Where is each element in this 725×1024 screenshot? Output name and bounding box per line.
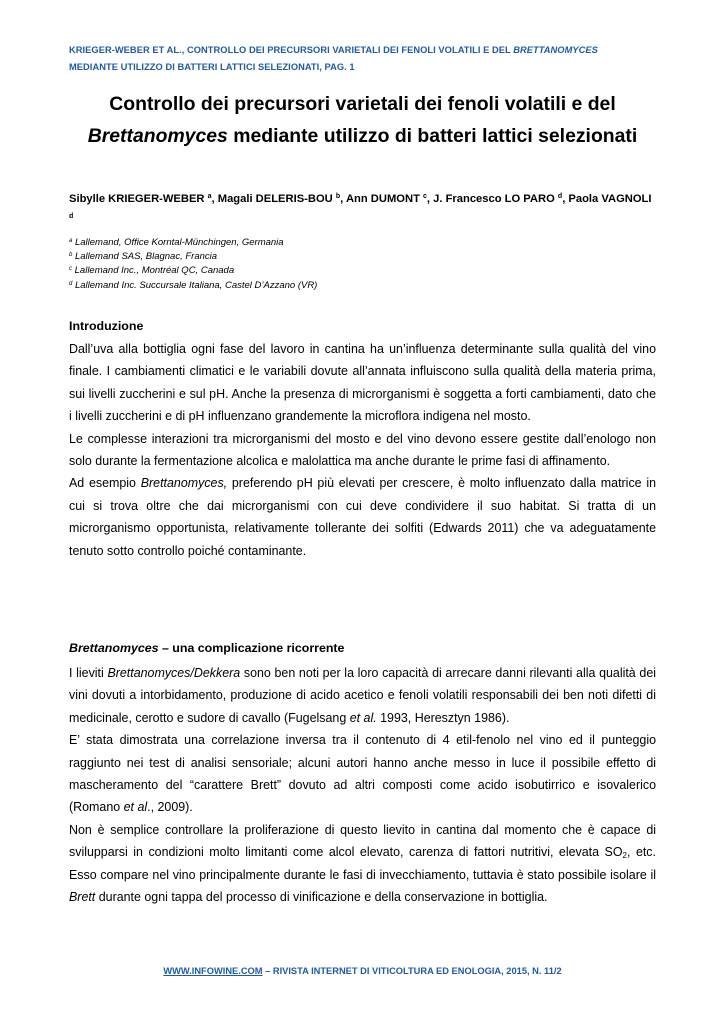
paragraph: Le complesse interazioni tra microrganismi del mosto e del vino devono essere gestite dall’enologo non solo durante la fermentazione alcolica e malolattica ma anche durante le prime fasi di affinamento. <box>69 431 656 469</box>
title-line-2 <box>40 120 685 152</box>
paragraph: Dall’uva alla bottiglia ogni fase del lavoro in cantina ha un’influenza determinante sulla qualità del vino finale. I cambiamenti climatici e le variabili dovute all’annata influiscono sulla qualità della materia prima, sui livelli zuccherini e sul pH. Anche la presenza di microrganismi è soggetta a forti cambiamenti, dato che i livelli zuccherini e di pH influenzano grandemente la microflora indigena nel mosto. <box>69 342 656 424</box>
title-italic-term: Brettanomyces <box>87 125 228 147</box>
section-heading-brettanomyces: Brettanomyces – una complicazione ricorrente <box>69 641 345 655</box>
affiliation: $^a$ Lallemand, Office Korntal-Münchingen, Germania <box>69 237 284 248</box>
affiliation-list <box>69 236 656 293</box>
paragraph: Non è semplice controllare la proliferazione di questo lievito in cantina dal momento che è capace di svilupparsi in condizioni molto limitanti come alcol elevato, carenza di fattori nutritivi, elevata $SO_2$, etc. Esso compare nel vino principalmente durante le fasi di invecchiamento, tuttavia è stato possibile isolare il Brett durante ogni tappa del processo di vinificazione e della conservazione in bottiglia. <box>69 822 656 905</box>
affiliation: $^d$ Lallemand Inc. Succursale Italiana, Castel D’Azzano (VR) <box>69 279 318 291</box>
paragraph: Ad esempio Brettanomyces, preferendo pH più elevati per crescere, è molto influenzato dalla matrice in cui si trova oltre che dai microrganismi con cui deve condividere il suo habitat. Si tratta di un microrganismo opportunista, relativamente tollerante dei solfiti (Edwards 2011) che va adeguatamente tenuto sotto controllo poiché contaminante. <box>69 476 657 558</box>
running-header-line-2: MEDIANTE UTILIZZO DI BATTERI LATTICI SELEZIONATI, PAG. 1 <box>69 62 355 72</box>
author: Paola VAGNOLI $^d$ <box>69 193 652 220</box>
intro-body <box>69 338 656 562</box>
author: Magali DELERIS-BOU $^b$, <box>217 193 346 205</box>
paper-title <box>40 88 685 152</box>
running-header <box>69 42 656 76</box>
infowine-link[interactable]: WWW.INFOWINE.COM <box>163 966 263 976</box>
brett-body <box>69 662 656 908</box>
author-list <box>69 189 656 229</box>
running-header-line-1 <box>69 42 656 59</box>
author: Ann DUMONT $^c$, <box>345 193 434 205</box>
running-header-italic: BRETTANOMYCES <box>513 45 598 55</box>
footer-text: – RIVISTA INTERNET DI VITICOLTURA ED ENOLOGIA, 2015, N. 11/2 <box>262 966 562 976</box>
title-line-1: Controllo dei precursori varietali dei fenoli volatili e del <box>109 93 616 115</box>
running-header-text: KRIEGER-WEBER ET AL., CONTROLLO DEI PRECURSORI VARIETALI DEI FENOLI VOLATILI E DEL <box>69 45 511 55</box>
paragraph: I lieviti Brettanomyces/Dekkera sono ben noti per la loro capacità di arrecare danni rilevanti alla qualità dei vini dovuti a intorbidamento, produzione di acido acetico e fenoli volatili responsabili dei ben noti difetti di medicinale, cerotto e sudore di cavallo (Fugelsang et al. 1993, Heresztyn 1986). <box>69 666 656 725</box>
author: J. Francesco LO PARO $^d$, <box>433 193 569 205</box>
affiliation: $^c$ Lallemand Inc., Montréal QC, Canada <box>69 265 235 277</box>
affiliation: $^b$ Lallemand SAS, Blagnac, Francia <box>69 251 218 263</box>
paragraph: E’ stata dimostrata una correlazione inversa tra il contenuto di 4 etil-fenolo nel vino ed il punteggio raggiunto nei test di analisi sensoriale; alcuni autori hanno anche messo in luce il possibile effetto di mascheramento del “carattere Brett” dovuto ad altri composti come acido isobutirrico e isovalerico (Romano et al., 2009). <box>69 733 656 815</box>
author: Sibylle KRIEGER-WEBER $^a$, <box>69 193 218 205</box>
page-footer <box>69 966 656 976</box>
title-line-2-rest: mediante utilizzo di batteri lattici selezionati <box>227 125 638 147</box>
section-heading-introduzione: Introduzione <box>69 319 144 333</box>
